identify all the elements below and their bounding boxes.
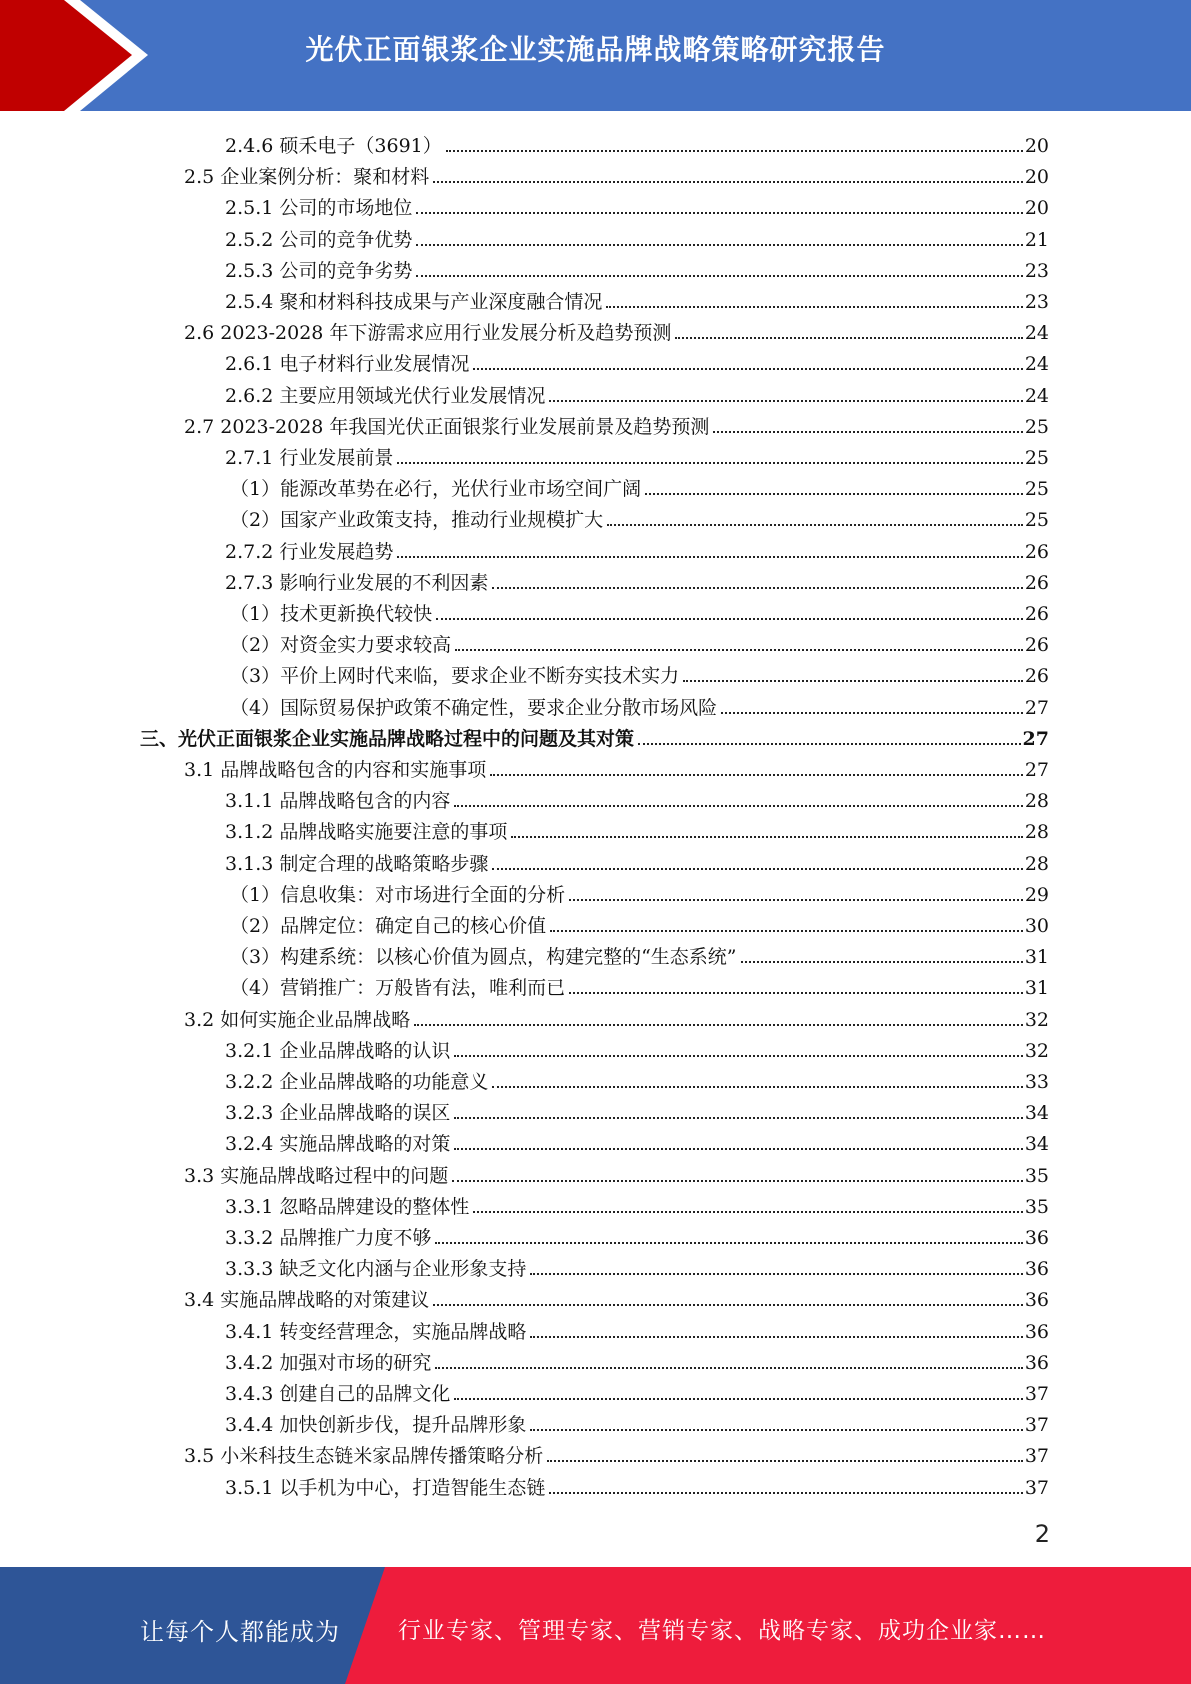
toc-entry-number: 3.4: [184, 1289, 215, 1312]
toc-entry-page: 26: [1024, 634, 1049, 657]
toc-entry-number: 三、: [140, 727, 179, 750]
toc-entry[interactable]: [225, 283, 1049, 314]
toc-entry[interactable]: [184, 751, 1049, 782]
toc-entry-title: 企业品牌战略的认识: [279, 1039, 451, 1062]
toc-dot-leader: [397, 556, 1022, 558]
toc-entry-title: 信息收集：对市场进行全面的分析: [280, 883, 566, 906]
toc-entry-page: 30: [1024, 915, 1049, 937]
toc-entry-number: 3.1: [184, 759, 215, 781]
toc-entry-title: 能源改革势在必行，光伏行业市场空间广阔: [280, 478, 642, 501]
page-header: [0, 0, 1191, 111]
toc-dot-leader: [433, 181, 1023, 183]
toc-entry-number: （1）: [230, 603, 281, 625]
toc-entry-title: 公司的竞争优势: [279, 228, 413, 251]
toc-entry-page: 36: [1024, 1227, 1049, 1249]
toc-entry-title: 实施品牌战略过程中的问题: [220, 1164, 449, 1187]
toc-dot-leader: [638, 743, 1021, 745]
toc-entry[interactable]: [225, 439, 1049, 470]
toc-entry-title: 影响行业发展的不利因素: [279, 571, 489, 594]
toc-dot-leader: [454, 1117, 1022, 1119]
toc-entry[interactable]: [230, 907, 1049, 938]
toc-entry[interactable]: [225, 1250, 1049, 1281]
toc-entry-number: 3.3: [184, 1164, 215, 1187]
toc-entry-number: （3）: [230, 665, 281, 688]
toc-dot-leader: [569, 899, 1023, 901]
toc-entry-page: 35: [1024, 1195, 1049, 1218]
toc-entry-number: 3.4.1: [225, 1320, 274, 1343]
toc-entry-number: 2.6.1: [225, 353, 274, 376]
toc-entry-title: 加快创新步伐，提升品牌形象: [279, 1414, 527, 1437]
toc-entry-page: 32: [1024, 1039, 1049, 1062]
toc-entry[interactable]: [225, 345, 1049, 376]
toc-entry[interactable]: [225, 221, 1049, 252]
toc-entry-page: 34: [1024, 1102, 1049, 1125]
toc-dot-leader: [713, 431, 1022, 433]
toc-entry-number: 3.2.2: [225, 1071, 274, 1093]
toc-entry-page: 31: [1024, 946, 1049, 969]
toc-entry[interactable]: [225, 1469, 1049, 1500]
toc-dot-leader: [455, 649, 1023, 651]
toc-entry[interactable]: [225, 1375, 1049, 1406]
toc-entry-page: 25: [1024, 447, 1049, 469]
toc-entry-page: 27: [1022, 727, 1049, 750]
toc-entry-page: 37: [1024, 1414, 1049, 1437]
toc-entry-page: 28: [1024, 821, 1049, 844]
toc-entry-page: 26: [1024, 540, 1049, 563]
toc-dot-leader: [490, 774, 1023, 776]
toc-dot-leader: [473, 1211, 1022, 1213]
toc-entry[interactable]: [230, 969, 1049, 1000]
toc-dot-leader: [645, 493, 1023, 495]
toc-dot-leader: [492, 1086, 1022, 1088]
toc-dot-leader: [454, 1398, 1022, 1400]
toc-entry-number: 3.1.1: [225, 790, 274, 813]
toc-entry[interactable]: [225, 1313, 1049, 1344]
toc-entry-number: 3.2: [184, 1008, 215, 1031]
toc-entry-page: 23: [1024, 291, 1049, 313]
toc-entry-title: 实施品牌战略的对策建议: [220, 1289, 430, 1312]
toc-entry-number: 3.3.3: [225, 1258, 274, 1281]
toc-entry[interactable]: [225, 533, 1049, 564]
toc-entry-page: 37: [1024, 1476, 1049, 1499]
toc-entry[interactable]: [225, 1063, 1049, 1094]
toc-dot-leader: [397, 462, 1022, 464]
toc-dot-leader: [607, 524, 1023, 526]
footer-slogan-left: 让每个人都能成为: [140, 1618, 340, 1646]
toc-entry-title: 2023-2028 年下游需求应用行业发展分析及趋势预测: [220, 322, 672, 345]
toc-entry-number: 3.2.3: [225, 1102, 274, 1125]
toc-entry-page: 33: [1024, 1071, 1049, 1093]
toc-dot-leader: [454, 805, 1022, 807]
toc-entry[interactable]: [225, 813, 1049, 844]
toc-dot-leader: [675, 337, 1022, 339]
toc-entry-page: 20: [1024, 197, 1049, 220]
toc-entry-page: 35: [1024, 1164, 1049, 1187]
toc-dot-leader: [511, 836, 1022, 838]
toc-entry-page: 24: [1024, 322, 1049, 345]
toc-entry-title: 品牌战略实施要注意的事项: [279, 821, 508, 844]
toc-entry-title: 主要应用领域光伏行业发展情况: [279, 384, 546, 407]
toc-entry[interactable]: [225, 127, 1049, 158]
toc-dot-leader: [435, 1242, 1022, 1244]
toc-entry[interactable]: [225, 189, 1049, 220]
toc-entry[interactable]: [184, 1157, 1049, 1188]
toc-entry-title: 构建系统：以核心价值为圆点，构建完整的“生态系统”: [280, 946, 737, 969]
toc-entry[interactable]: [184, 1437, 1049, 1468]
toc-entry[interactable]: [225, 1188, 1049, 1219]
toc-entry-number: （2）: [230, 634, 281, 657]
toc-entry[interactable]: [225, 377, 1049, 408]
toc-entry-number: 3.1.2: [225, 821, 274, 844]
toc-dot-leader: [547, 1460, 1023, 1462]
toc-entry-number: 2.5.3: [225, 259, 274, 282]
toc-entry-number: 2.4.6: [225, 135, 274, 157]
toc-dot-leader: [446, 150, 1023, 152]
toc-entry-number: 2.7.3: [225, 571, 274, 594]
toc-entry-number: 2.7.2: [225, 540, 274, 563]
toc-dot-leader: [473, 368, 1022, 370]
toc-entry-title: 品牌战略包含的内容和实施事项: [220, 759, 487, 781]
toc-entry[interactable]: [230, 501, 1049, 532]
toc-entry-page: 26: [1024, 571, 1049, 594]
toc-entry-number: 3.3.2: [225, 1227, 274, 1249]
toc-entry[interactable]: [184, 1281, 1049, 1312]
toc-entry-number: （2）: [230, 915, 281, 937]
toc-entry-page: 20: [1024, 135, 1049, 157]
toc-entry[interactable]: [230, 470, 1049, 501]
toc-dot-leader: [741, 961, 1023, 963]
toc-entry-title: 制定合理的战略策略步骤: [279, 852, 489, 875]
toc-dot-leader: [683, 680, 1023, 682]
toc-entry-number: 2.5.1: [225, 197, 274, 220]
toc-dot-leader: [454, 1055, 1022, 1057]
toc-entry-title: 光伏正面银浆企业实施品牌战略过程中的问题及其对策: [178, 727, 635, 750]
toc-dot-leader: [550, 930, 1023, 932]
toc-entry-page: 23: [1024, 259, 1049, 282]
toc-entry-title: 2023-2028 年我国光伏正面银浆行业发展前景及趋势预测: [220, 415, 710, 438]
toc-entry-title: 企业案例分析：聚和材料: [220, 166, 430, 189]
toc-entry-title: 营销推广：万般皆有法，唯利而已: [280, 977, 566, 1000]
toc-entry-number: 3.2.4: [225, 1133, 274, 1156]
toc-entry-title: 硕禾电子（3691）: [279, 135, 442, 157]
toc-entry-title: 行业发展趋势: [279, 540, 394, 563]
toc-entry-title: 对资金实力要求较高: [280, 634, 452, 657]
toc-dot-leader: [530, 1429, 1022, 1431]
toc-entry-title: 品牌战略包含的内容: [279, 790, 451, 813]
toc-entry-page: 20: [1024, 166, 1049, 189]
toc-entry-number: 3.2.1: [225, 1039, 274, 1062]
toc-entry-page: 21: [1024, 228, 1049, 251]
toc-dot-leader: [549, 1492, 1022, 1494]
toc-entry[interactable]: [225, 845, 1049, 876]
footer-slogan-right: 行业专家、管理专家、营销专家、战略专家、成功企业家……: [398, 1618, 1046, 1644]
toc-entry-number: 3.5: [184, 1445, 215, 1468]
toc-entry-title: 国家产业政策支持，推动行业规模扩大: [280, 509, 604, 532]
toc-entry-number: 3.4.2: [225, 1351, 274, 1374]
toc-entry[interactable]: [184, 408, 1049, 439]
toc-entry[interactable]: [225, 1032, 1049, 1063]
toc-entry-page: 36: [1024, 1320, 1049, 1343]
toc-entry-page: 25: [1024, 415, 1049, 438]
toc-entry-title: 以手机为中心，打造智能生态链: [279, 1476, 546, 1499]
toc-entry-number: 3.3.1: [225, 1195, 274, 1218]
toc-entry-title: 公司的竞争劣势: [279, 259, 413, 282]
toc-entry-title: 国际贸易保护政策不确定性，要求企业分散市场风险: [280, 696, 718, 719]
toc-dot-leader: [433, 1304, 1023, 1306]
toc-entry-number: 2.5.4: [225, 291, 274, 313]
toc-entry-page: 34: [1024, 1133, 1049, 1156]
toc-entry-number: （1）: [230, 478, 281, 501]
toc-entry[interactable]: [184, 1001, 1049, 1032]
toc-entry[interactable]: [225, 564, 1049, 595]
toc-entry[interactable]: [225, 1125, 1049, 1156]
toc-entry[interactable]: [230, 626, 1049, 657]
toc-entry[interactable]: [225, 1406, 1049, 1437]
toc-entry-page: 31: [1024, 977, 1049, 1000]
toc-entry-title: 企业品牌战略的功能意义: [279, 1071, 489, 1093]
toc-entry-page: 32: [1024, 1008, 1049, 1031]
toc-entry-number: 2.7.1: [225, 447, 274, 469]
toc-entry-page: 26: [1024, 603, 1049, 625]
toc-entry-title: 缺乏文化内涵与企业形象支持: [279, 1258, 527, 1281]
toc-entry[interactable]: [184, 158, 1049, 189]
toc-dot-leader: [452, 1180, 1023, 1182]
toc-dot-leader: [569, 992, 1023, 994]
toc-entry-title: 转变经营理念，实施品牌战略: [279, 1320, 527, 1343]
toc-dot-leader: [414, 1024, 1023, 1026]
toc-dot-leader: [492, 868, 1022, 870]
toc-entry-page: 25: [1024, 509, 1049, 532]
toc-dot-leader: [721, 712, 1023, 714]
toc-dot-leader: [549, 400, 1022, 402]
toc-dot-leader: [436, 618, 1023, 620]
toc-dot-leader: [606, 306, 1022, 308]
toc-entry-page: 26: [1024, 665, 1049, 688]
toc-entry-number: （4）: [230, 977, 281, 1000]
toc-entry[interactable]: [230, 595, 1049, 626]
toc-entry[interactable]: [230, 876, 1049, 907]
toc-entry-title: 品牌推广力度不够: [279, 1227, 432, 1249]
toc-entry-page: 28: [1024, 790, 1049, 813]
toc-entry-title: 加强对市场的研究: [279, 1351, 432, 1374]
toc-entry-title: 实施品牌战略的对策: [279, 1133, 451, 1156]
toc-entry-number: 3.4.4: [225, 1414, 274, 1437]
toc-entry[interactable]: [225, 782, 1049, 813]
toc-entry[interactable]: [140, 720, 1049, 751]
toc-entry-page: 29: [1024, 883, 1049, 906]
toc-entry-number: （1）: [230, 883, 281, 906]
toc-entry-page: 28: [1024, 852, 1049, 875]
toc-entry[interactable]: [230, 689, 1049, 720]
toc-entry-number: （3）: [230, 946, 281, 969]
toc-entry-title: 忽略品牌建设的整体性: [279, 1195, 470, 1218]
toc-dot-leader: [530, 1336, 1022, 1338]
toc-entry-page: 25: [1024, 478, 1049, 501]
toc-dot-leader: [435, 1367, 1022, 1369]
toc-entry[interactable]: [184, 314, 1049, 345]
toc-entry-number: 2.6: [184, 322, 215, 345]
toc-entry[interactable]: [225, 1344, 1049, 1375]
toc-entry-title: 创建自己的品牌文化: [279, 1383, 451, 1405]
toc-entry-number: 3.4.3: [225, 1383, 274, 1405]
toc-entry-title: 企业品牌战略的误区: [279, 1102, 451, 1125]
toc-entry[interactable]: [230, 657, 1049, 688]
toc-entry[interactable]: [225, 1219, 1049, 1250]
toc-entry-page: 27: [1024, 759, 1049, 781]
toc-entry-title: 公司的市场地位: [279, 197, 413, 220]
toc-entry-number: 3.5.1: [225, 1476, 274, 1499]
toc-dot-leader: [416, 244, 1022, 246]
toc-entry-title: 聚和材料科技成果与产业深度融合情况: [279, 291, 603, 313]
page-number: 2: [1034, 1520, 1050, 1548]
document-title: 光伏正面银浆企业实施品牌战略策略研究报告: [305, 33, 886, 66]
toc-dot-leader: [416, 212, 1022, 214]
toc-entry[interactable]: [225, 1094, 1049, 1125]
toc-entry-page: 27: [1024, 696, 1049, 719]
toc-entry-number: 2.5.2: [225, 228, 274, 251]
toc-entry-number: （2）: [230, 509, 281, 532]
toc-entry-page: 24: [1024, 384, 1049, 407]
toc-entry-page: 36: [1024, 1289, 1049, 1312]
toc-entry-title: 如何实施企业品牌战略: [220, 1008, 411, 1031]
toc-dot-leader: [416, 275, 1022, 277]
toc-dot-leader: [454, 1148, 1022, 1150]
toc-entry-page: 36: [1024, 1258, 1049, 1281]
toc-dot-leader: [530, 1273, 1022, 1275]
toc-entry[interactable]: [230, 938, 1049, 969]
toc-entry-page: 37: [1024, 1445, 1049, 1468]
toc-entry-page: 24: [1024, 353, 1049, 376]
toc-entry-title: 小米科技生态链米家品牌传播策略分析: [220, 1445, 544, 1468]
toc-entry-page: 36: [1024, 1351, 1049, 1374]
toc-entry-number: 2.5: [184, 166, 215, 189]
toc-entry-number: （4）: [230, 696, 281, 719]
toc-entry-title: 行业发展前景: [279, 447, 394, 469]
toc-entry-number: 2.7: [184, 415, 215, 438]
toc-entry-title: 平价上网时代来临，要求企业不断夯实技术实力: [280, 665, 680, 688]
toc-entry-page: 37: [1024, 1383, 1049, 1405]
toc-entry-title: 电子材料行业发展情况: [279, 353, 470, 376]
toc-entry-title: 品牌定位：确定自己的核心价值: [280, 915, 547, 937]
toc-entry-number: 3.1.3: [225, 852, 274, 875]
toc-entry-title: 技术更新换代较快: [280, 603, 433, 625]
toc-entry-number: 2.6.2: [225, 384, 274, 407]
toc-entry[interactable]: [225, 252, 1049, 283]
toc-dot-leader: [492, 587, 1022, 589]
